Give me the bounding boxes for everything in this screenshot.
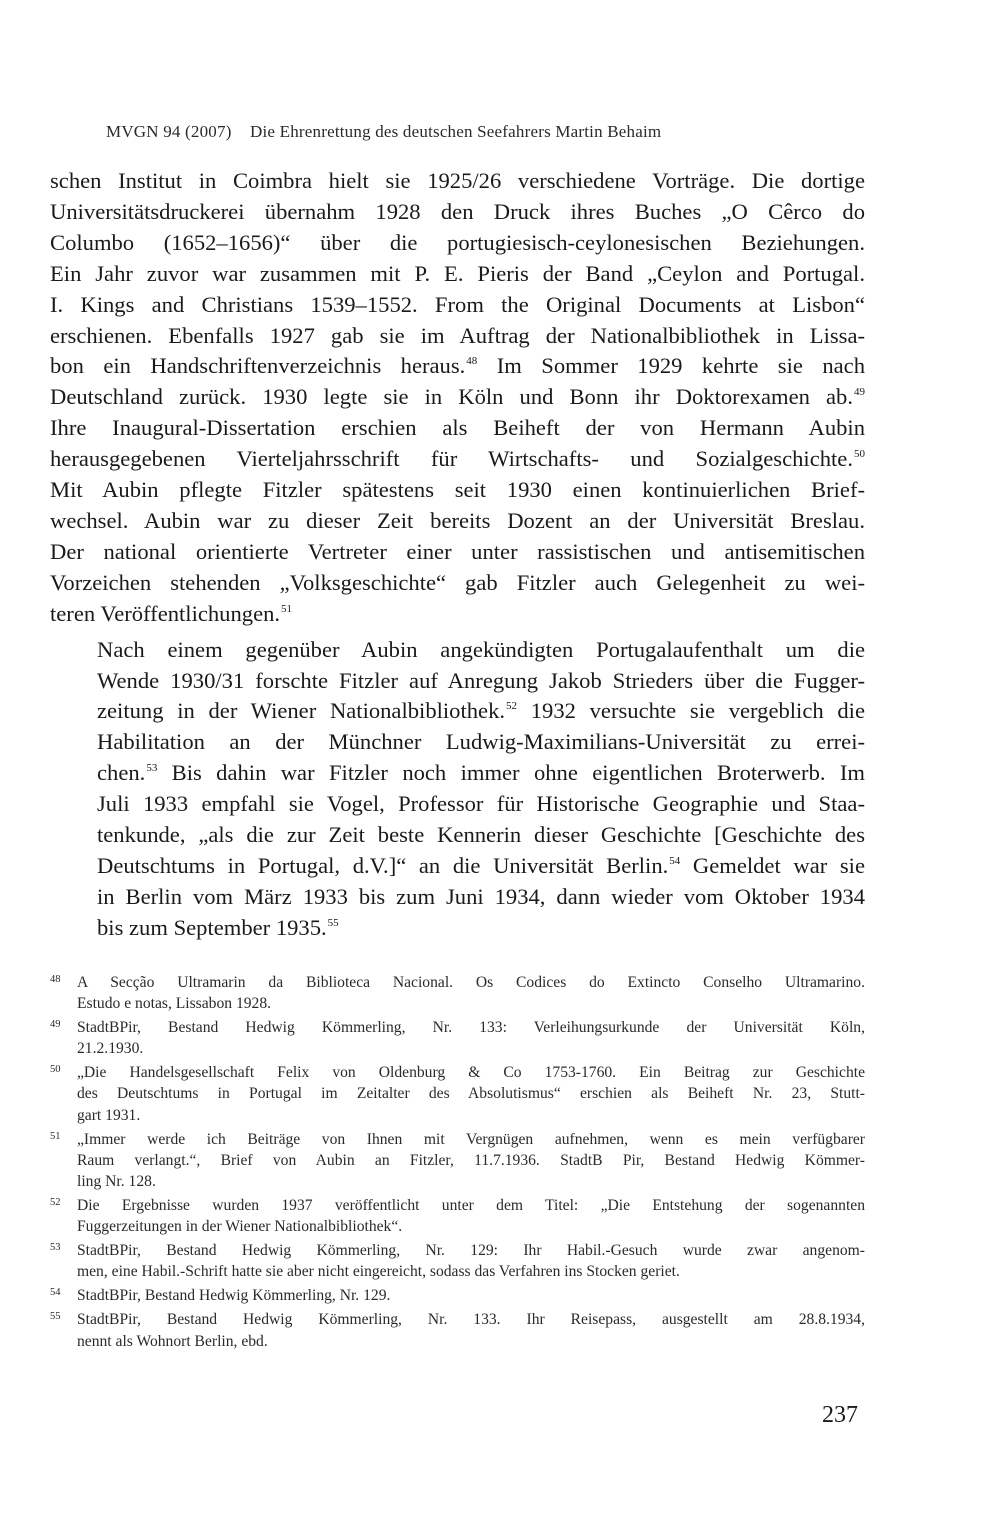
text-segment: Bis dahin war Fitzler noch immer ohne eigentlichen Broterwerb. Im — [157, 760, 865, 786]
text-line — [50, 166, 865, 197]
text-segment: wechsel. Aubin war zu dieser Zeit bereits Dozent an der Universität Breslau. — [50, 507, 865, 533]
footnote — [50, 1062, 865, 1125]
footnote-line: men, eine Habil.-Schrift hatte sie aber nicht eingereicht, sodass das Verfahren ins Stocken geriet. — [77, 1263, 680, 1281]
text-line — [50, 382, 865, 413]
footnote — [50, 1129, 865, 1192]
text-segment: Vorzeichen stehenden „Volksgeschichte“ gab Fitzler auch Gelegenheit zu wei- — [50, 569, 865, 595]
text-segment: 1932 versuchte sie vergeblich die — [517, 698, 865, 724]
footnote — [50, 1285, 865, 1306]
text-segment: chen. — [97, 760, 146, 786]
page-number: 237 — [822, 1402, 858, 1428]
footnote-ref[interactable]: 48 — [466, 355, 478, 368]
footnote-number: 49 — [50, 1019, 61, 1031]
text-segment: Ihre Inaugural-Dissertation erschien als Beiheft der von Hermann Aubin — [50, 415, 865, 441]
text-segment: Deutschtums in Portugal, d.V.]“ an die Universität Berlin. — [97, 852, 669, 878]
text-segment: in Berlin vom März 1933 bis zum Juni 1934, dann wieder vom Oktober 1934 — [97, 883, 865, 909]
text-line — [50, 568, 865, 599]
footnote-line: StadtBPir, Bestand Hedwig Kömmerling, Nr. 129. — [77, 1287, 391, 1305]
text-line — [50, 475, 865, 506]
text-line — [50, 599, 865, 630]
footnote-line: StadtBPir, Bestand Hedwig Kömmerling, Nr. 133. Ihr Reisepass, ausgestellt am 28.8.1934, — [77, 1311, 865, 1329]
text-line — [50, 506, 865, 537]
footnote-line: StadtBPir, Bestand Hedwig Kömmerling, Nr. 129: Ihr Habil.-Gesuch wurde zwar angenom- — [77, 1242, 865, 1260]
footnote-line: „Die Handelsgesellschaft Felix von Oldenburg & Co 1753-1760. Ein Beitrag zur Geschichte — [77, 1064, 865, 1082]
text-segment: Gemeldet war sie — [680, 852, 865, 878]
text-line — [50, 444, 865, 475]
text-segment: herausgegebenen Vierteljahrsschrift für Wirtschafts- und Sozialgeschichte. — [50, 446, 853, 472]
footnote-line: nennt als Wohnort Berlin, ebd. — [77, 1332, 268, 1350]
text-line — [50, 228, 865, 259]
footnote-number: 48 — [50, 974, 61, 985]
body-paragraph — [50, 635, 865, 944]
text-segment: Habilitation an der Münchner Ludwig-Maximilians-Universität zu errei- — [97, 729, 865, 755]
text-line — [50, 290, 865, 321]
text-line — [50, 851, 865, 882]
footnote-number: 51 — [50, 1130, 61, 1142]
footnote — [50, 1240, 865, 1282]
text-segment: teren Veröffentlichungen. — [50, 600, 281, 626]
footnote-line: 21.2.1930. — [77, 1040, 144, 1058]
text-segment: Deutschland zurück. 1930 legte sie in Köln und Bonn ihr Doktorexamen ab. — [50, 384, 853, 410]
footnote-line: StadtBPir, Bestand Hedwig Kömmerling, Nr. 133: Verleihungsurkunde der Universität Köln, — [77, 1019, 865, 1037]
running-head — [106, 122, 866, 142]
text-line — [50, 913, 865, 944]
text-line — [50, 820, 865, 851]
footnote-ref[interactable]: 55 — [327, 916, 339, 929]
text-line — [50, 537, 865, 568]
text-line — [50, 882, 865, 913]
text-line — [50, 259, 865, 290]
footnote-number: 53 — [50, 1242, 61, 1254]
footnote-number: 55 — [50, 1311, 61, 1323]
text-segment: Mit Aubin pflegte Fitzler spätestens seit 1930 einen kontinuierlichen Brief- — [50, 477, 865, 503]
footnote-ref[interactable]: 54 — [669, 854, 681, 867]
footnote-line: „Immer werde ich Beiträge von Ihnen mit Vergnügen aufnehmen, wenn es mein verfügbarer — [77, 1130, 865, 1148]
footnote-line: gart 1931. — [77, 1106, 141, 1124]
footnote-line: ling Nr. 128. — [77, 1172, 156, 1190]
footnote-number: 50 — [50, 1064, 61, 1076]
text-segment: Ein Jahr zuvor war zusammen mit P. E. Pieris der Band „Ceylon and Portugal. — [50, 260, 865, 286]
footnote-line: A Secção Ultramarin da Biblioteca Nacional. Os Codices do Extincto Conselho Ultramarino. — [77, 974, 865, 991]
footnote-line: Estudo e notas, Lissabon 1928. — [77, 995, 272, 1013]
footnote-ref[interactable]: 49 — [854, 386, 865, 399]
footnote-ref[interactable]: 51 — [281, 602, 293, 615]
text-segment: Universitätsdruckerei übernahm 1928 den Druck ihres Buches „O Cêrco do — [50, 198, 865, 224]
text-line — [50, 727, 865, 758]
text-segment: Im Sommer 1929 kehrte sie nach — [477, 353, 865, 379]
text-line — [50, 696, 865, 727]
text-line — [50, 789, 865, 820]
footnote-line: Fuggerzeitungen in der Wiener Nationalbibliothek“. — [77, 1218, 403, 1236]
footnote-line: Die Ergebnisse wurden 1937 veröffentlicht unter dem Titel: „Die Entstehung der sogenannten — [77, 1196, 865, 1214]
text-segment: zeitung in der Wiener Nationalbibliothek. — [97, 698, 506, 724]
footnote — [50, 972, 865, 1014]
text-segment: I. Kings and Christians 1539–1552. From the Original Documents at Lisbon“ — [50, 291, 865, 317]
footnote-ref[interactable]: 52 — [506, 700, 518, 713]
footnote — [50, 1309, 865, 1351]
text-segment: erschienen. Ebenfalls 1927 gab sie im Auftrag der Nationalbibliothek in Lissa- — [50, 322, 865, 348]
article-title: Die Ehrenrettung des deutschen Seefahrers Martin Behaim — [250, 122, 662, 141]
footnotes — [50, 972, 865, 1355]
text-segment: bon ein Handschriftenverzeichnis heraus. — [50, 353, 466, 379]
journal-citation: MVGN 94 (2007) — [106, 122, 232, 141]
text-segment: Der national orientierte Vertreter einer unter rassistischen und antisemitischen — [50, 538, 865, 564]
text-segment: Nach einem gegenüber Aubin angekündigten Portugalaufenthalt um die — [97, 636, 865, 662]
text-line — [50, 758, 865, 789]
text-line — [50, 197, 865, 228]
text-line — [50, 413, 865, 444]
body-text — [50, 166, 865, 944]
text-segment: Columbo (1652–1656)“ über die portugiesisch-ceylonesischen Beziehungen. — [50, 229, 865, 255]
text-line — [50, 351, 865, 382]
text-segment: bis zum September 1935. — [97, 914, 327, 940]
footnote — [50, 1195, 865, 1237]
footnote — [50, 1017, 865, 1059]
text-segment: Wende 1930/31 forschte Fitzler auf Anregung Jakob Strieders über die Fugger- — [97, 667, 865, 693]
text-segment: schen Institut in Coimbra hielt sie 1925/26 verschiedene Vorträge. Die dortige — [50, 168, 865, 193]
footnote-line: des Deutschtums in Portugal im Zeitalter des Absolutismus“ erschien als Beiheft Nr. 23, Stutt- — [77, 1085, 865, 1103]
text-line — [50, 635, 865, 666]
text-segment: Juli 1933 empfahl sie Vogel, Professor für Historische Geographie und Staa- — [97, 791, 865, 817]
text-segment: tenkunde, „als die zur Zeit beste Kennerin dieser Geschichte [Geschichte des — [97, 822, 865, 848]
text-line — [50, 666, 865, 697]
footnote-number: 54 — [50, 1287, 61, 1299]
footnote-ref[interactable]: 53 — [146, 762, 158, 775]
body-paragraph — [50, 166, 865, 630]
footnote-line: Raum verlangt.“, Brief von Aubin an Fitzler, 11.7.1936. StadtB Pir, Bestand Hedwig Kömmer- — [77, 1151, 865, 1169]
footnote-number: 52 — [50, 1196, 61, 1208]
footnote-ref[interactable]: 50 — [854, 448, 865, 461]
text-line — [50, 321, 865, 352]
